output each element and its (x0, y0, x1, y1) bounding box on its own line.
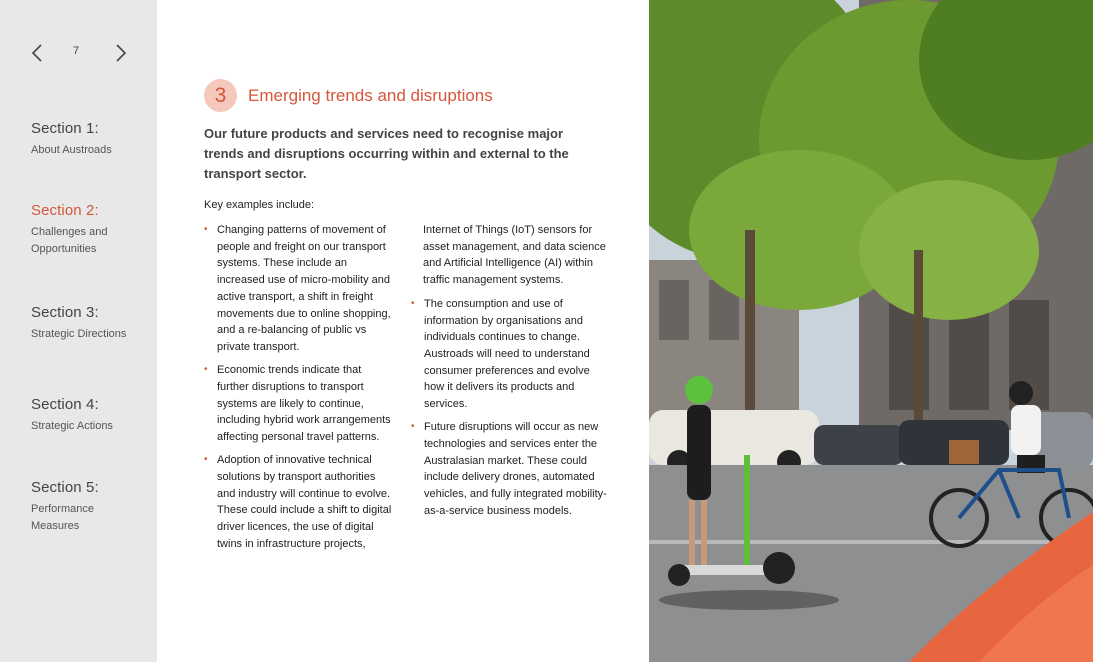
bullet-icon: • (204, 454, 208, 466)
sidebar-item-section-4[interactable] (31, 396, 113, 435)
list-item-continuation: Internet of Things (IoT) sensors for asset management, and data science and Artificial Intelligence (AI) within traffic management systems. (423, 224, 606, 287)
pager (26, 40, 136, 66)
section-subtitle: Strategic Actions (31, 420, 113, 432)
sidebar-item-section-1[interactable] (31, 120, 112, 159)
street-scene-photo (649, 0, 1093, 662)
list-item: • The consumption and use of information by organisations and individuals continues to change. Austroads will need to understand consumer preferences and evolve how it delivers its products and services. (411, 297, 590, 411)
bullet-icon: • (411, 421, 415, 433)
section-title: Section 3: (31, 304, 99, 321)
chevron-right-icon (115, 43, 127, 63)
page-number: 7 (73, 45, 80, 57)
list-item: • Future disruptions will occur as new technologies and services enter the Australasian market. These could include delivery drones, automated vehicles, and fully integrated mobility-as-a-service business models. (411, 421, 607, 517)
photo-illustration (649, 0, 1093, 662)
list-item: • Adoption of innovative technical solutions by transport authorities and industry will continue to evolve. These could include a shift to digital driver licences, the use of digital twins in infrastructure projects, (204, 454, 392, 550)
prev-page-button[interactable] (26, 40, 48, 66)
section-subtitle: Performance Measures (31, 503, 94, 532)
list-item: • Changing patterns of movement of people and freight on our transport systems. These include an increased use of micro-mobility and active transport, a shift in freight movements due to online shopping, and a re-balancing of public vs private transport. (204, 224, 391, 353)
section-title: Section 2: (31, 202, 99, 219)
section-subtitle: Challenges and Opportunities (31, 226, 108, 255)
section-number-badge: 3 (204, 79, 237, 112)
section-title: Section 1: (31, 120, 99, 137)
sidebar-item-section-2[interactable] (31, 202, 123, 257)
page-title: Emerging trends and disruptions (248, 85, 493, 105)
sidebar-item-section-5[interactable] (31, 479, 117, 534)
sidebar (0, 0, 157, 662)
main-content (157, 0, 649, 662)
chevron-left-icon (31, 43, 43, 63)
section-subtitle: About Austroads (31, 144, 112, 156)
section-title: Section 5: (31, 479, 99, 496)
bullet-icon: • (204, 224, 208, 235)
lead-paragraph: Our future products and services need to recognise major trends and disruptions occurring within and external to the transport sector. (204, 126, 569, 181)
section-heading (204, 79, 493, 112)
bullet-icon: • (411, 297, 415, 309)
text-column-2 (411, 222, 607, 526)
list-item: • Economic trends indicate that further disruptions to transport systems are likely to continue, including hybrid work arrangements affecting personal travel patterns. (204, 364, 391, 443)
section-title: Section 4: (31, 396, 99, 413)
bullet-icon: • (204, 364, 208, 376)
text-column-1 (204, 222, 396, 559)
next-page-button[interactable] (110, 40, 132, 66)
section-subtitle: Strategic Directions (31, 328, 127, 340)
sidebar-item-section-3[interactable] (31, 304, 126, 343)
key-examples-intro: Key examples include: (204, 199, 315, 211)
